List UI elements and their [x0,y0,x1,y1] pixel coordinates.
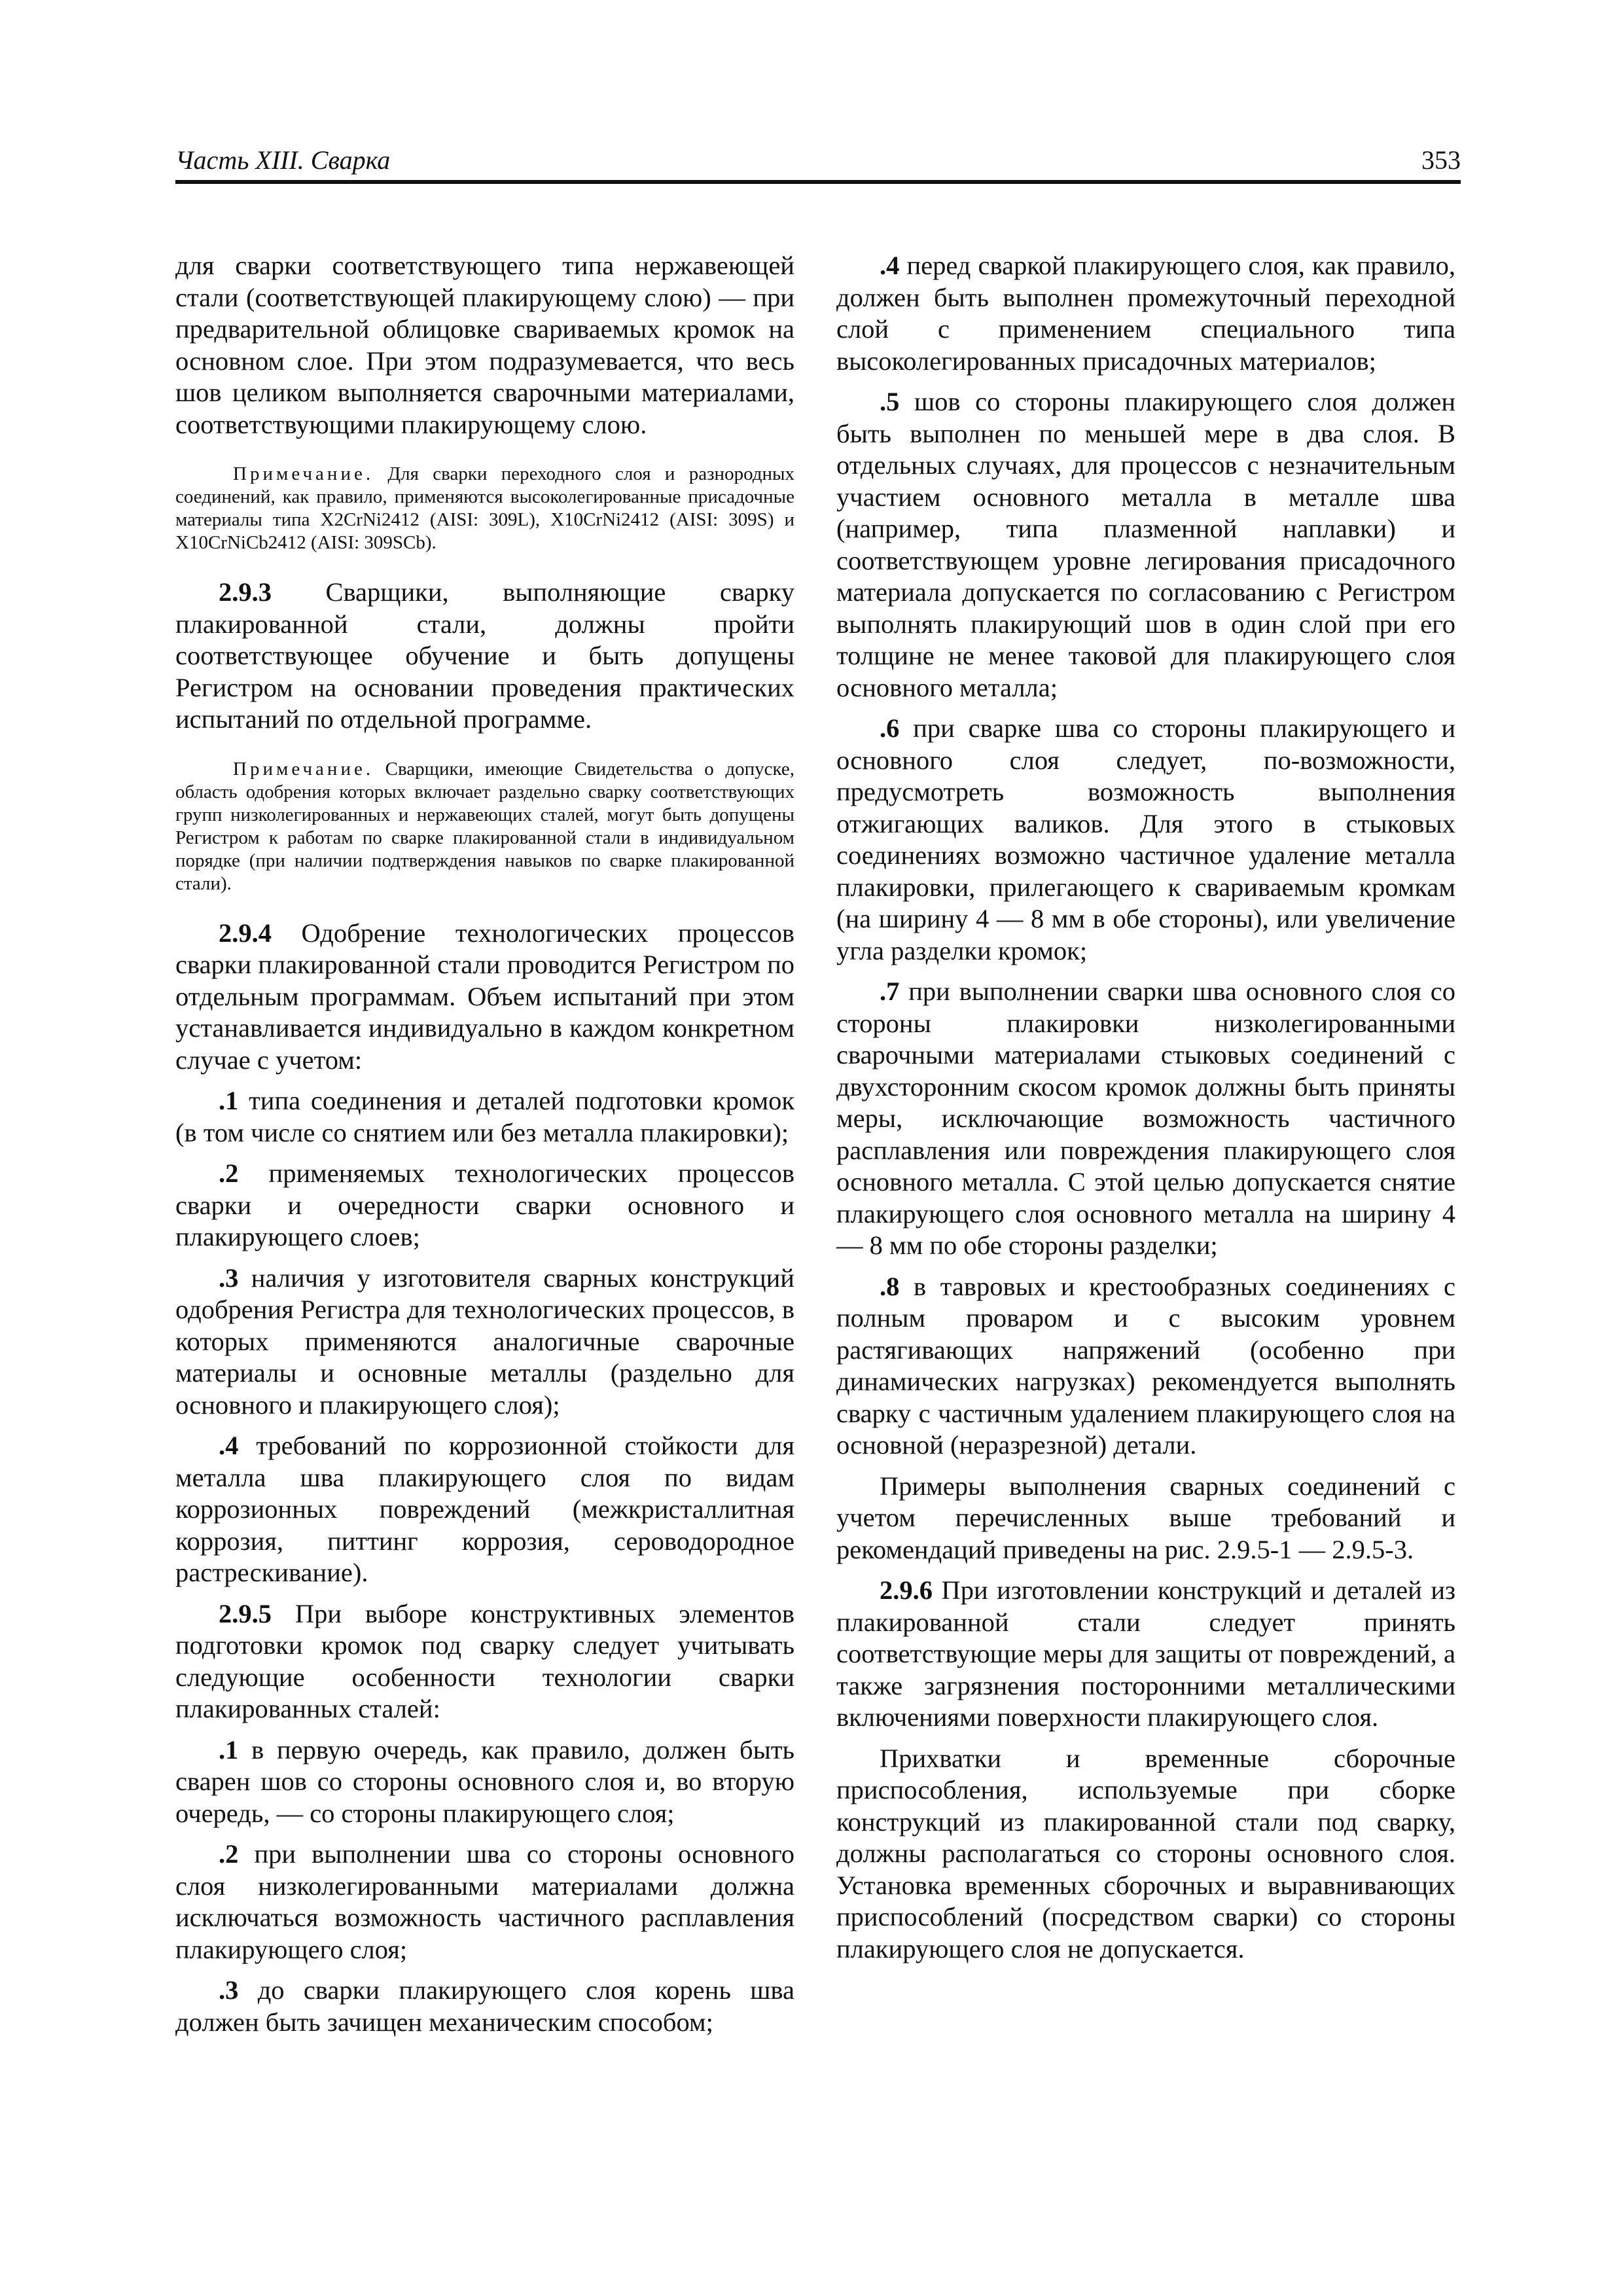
list-item [836,386,1455,704]
paragraph-continuation: для сварки соответствующего типа нержавеющей стали (соответствующей плакирующему слою) — при предварительной облицовке свариваемых кромок на основном слое. При этом подразумевается, что весь шов целиком выполняется сварочными материалами, соответствующими плакирующему слою. [175,251,794,439]
item-number: .8 [880,1271,900,1301]
section-2-9-6 [836,1575,1455,1734]
item-number: .3 [219,1975,239,2005]
list-item [175,1430,794,1589]
item-number: .1 [219,1086,239,1115]
item-text: при выполнении сварки шва основного слоя со стороны плакировки низколегированными сварочными материалами стыковых соединений с двухсторонним скосом кромок должны быть приняты меры, исключающие возможность частичного расплавления или повреждения плакирующего слоя основного металла. С этой целью допускается снятие плакирующего слоя основного металла на ширину 4 — 8 мм по обе стороны разделки; [836,977,1455,1260]
item-text: при выполнении шва со стороны основного слоя низколегированными материалами должна исключаться возможность частичного расплавления плакирующего слоя; [175,1839,794,1964]
item-number: .2 [219,1158,239,1188]
item-text: шов со стороны плакирующего слоя должен быть выполнен по меньшей мере в два слоя. В отдельных случаях, для процессов с незначительным участием основного металла в металле шва (например, типа плазменной наплавки) и соответствующем уровне легирования присадочного материала допускается по согласованию с Регистром выполнять плакирующий шов в один слой при его толщине не менее таковой для плакирующего слоя основного металла; [836,387,1455,702]
note-text: Сварщики, имеющие Свидетельства о допуске, область одобрения которых включает раздельно сварку соответствующих групп низколегированных и нержавеющих сталей, могут быть допущены Регистром к работам по сварке плакированной стали в индивидуальном порядке (при наличии подтверждения навыков по сварке плакированной стали). [175,758,794,894]
list-item [175,1085,794,1149]
note-welders [175,758,794,895]
item-text: типа соединения и деталей подготовки кромок (в том числе со снятием или без металла плакировки); [175,1086,794,1147]
running-title: Часть XIII. Сварка [175,145,391,175]
list-item [175,1158,794,1253]
section-number: 2.9.3 [219,577,272,607]
list-item [175,1734,794,1830]
list-item [836,713,1455,967]
right-column [836,250,1455,1974]
item-text: перед сваркой плакирующего слоя, как правило, должен быть выполнен промежуточный переходной слой с применением специального типа высоколегированных присадочных материалов; [836,251,1455,376]
item-text: в первую очередь, как правило, должен быть сварен шов со стороны основного слоя и, во вторую очередь, — со стороны плакирующего слоя; [175,1734,794,1828]
section-text: Одобрение технологических процессов сварки плакированной стали проводится Регистром по отдельным программам. Объем испытаний при этом устанавливается индивидуально в каждом конкретном случае с учетом: [175,918,794,1075]
item-number: .1 [219,1734,239,1765]
item-number: .5 [880,387,900,416]
list-item [836,1271,1455,1462]
section-number: 2.9.6 [880,1575,933,1605]
note-welding-materials [175,463,794,554]
list-item [836,250,1455,377]
item-number: .6 [880,713,900,743]
item-text: требований по коррозионной стойкости для металла шва плакирующего слоя по видам коррозионных повреждений (межкристаллитная коррозия, питтинг коррозия, сероводородное растрескивание). [175,1431,794,1587]
paragraph-examples: Примеры выполнения сварных соединений с учетом перечисленных выше требований и рекомендаций приведены на рис. 2.9.5-1 — 2.9.5-3. [836,1471,1455,1564]
section-2-9-4 [175,918,794,1077]
item-text: в тавровых и крестообразных соединениях с полным проваром и с высоким уровнем растягивающих напряжений (особенно при динамических нагрузках) рекомендуется выполнять сварку с частичным удалением плакирующего слоя на основной (неразрезной) детали. [836,1271,1455,1460]
page-header [175,141,1461,184]
item-text: при сварке шва со стороны плакирующего и основного слоя следует, по-возможности, предусмотреть возможность выполнения отжигающих валиков. Для этого в стыковых соединениях возможно частичное удаление металла плакировки, прилегающего к свариваемым кромкам (на ширину 4 — 8 мм в обе стороны), или увеличение угла разделки кромок; [836,713,1455,965]
left-column [175,250,794,2047]
section-text: Сварщики, выполняющие сварку плакированной стали, должны пройти соответствующее обучение и быть допущены Регистром на основании проведения практических испытаний по отдельной программе. [175,577,794,734]
paragraph-tacks: Прихватки и временные сборочные приспособления, используемые при сборке конструкций из плакированной стали под сварку, должны располагаться со стороны основного слоя. Установка временных сборочных и выравнивающих приспособлений (посредством сварки) со стороны плакирующего слоя не допускается. [836,1743,1455,1964]
note-label: Примечание. [233,758,374,780]
note-label: Примечание. [233,463,374,484]
note-text: Для сварки переходного слоя и разнородных соединений, как правило, применяются высоколегированные присадочные материалы типа X2CrNi2412 (AISI: 309L), X10CrNi2412 (AISI: 309S) и X10CrNiCb2412 (AISI: 309SCb). [175,463,794,553]
item-text: до сварки плакирующего слоя корень шва должен быть зачищен механическим способом; [175,1975,794,2037]
item-number: .4 [219,1431,239,1460]
page-number: 353 [1421,145,1461,175]
item-number: .7 [880,977,900,1006]
section-2-9-3 [175,577,794,736]
list-item [175,1263,794,1422]
list-item [175,1975,794,2038]
section-text: При выборе конструктивных элементов подготовки кромок под сварку следует учитывать следующие особенности технологии сварки плакированных сталей: [175,1598,794,1723]
section-text: При изготовлении конструкций и деталей из плакированной стали следует принять соответствующие меры для защиты от повреждений, а также загрязнения посторонними металлическими включениями поверхности плакирующего слоя. [836,1575,1455,1732]
section-2-9-5 [175,1598,794,1725]
item-number: .3 [219,1263,239,1293]
section-number: 2.9.5 [219,1598,272,1628]
item-text: наличия у изготовителя сварных конструкций одобрения Регистра для технологических процессов, в которых применяются аналогичные сварочные материалы и основные металлы (раздельно для основного и плакирующего слоя); [175,1263,794,1420]
section-number: 2.9.4 [219,918,272,948]
item-number: .2 [219,1839,239,1869]
item-number: .4 [880,251,900,280]
list-item [836,976,1455,1262]
list-item [175,1839,794,1965]
item-text: применяемых технологических процессов сварки и очередности сварки основного и плакирующего слоев; [175,1158,794,1251]
